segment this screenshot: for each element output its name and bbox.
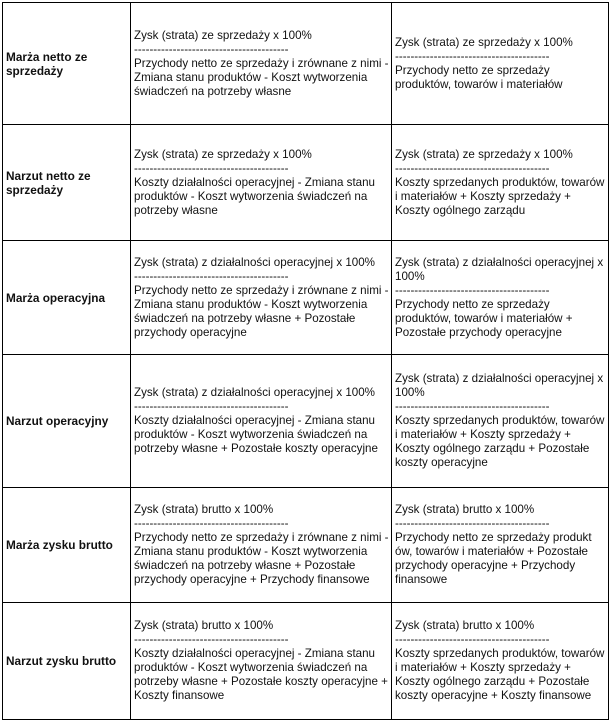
- denominator: Koszty sprzedanych produktów, towarów i materiałów + Koszty sprzedaży + Koszty ogólnego zarządu: [395, 175, 605, 217]
- fraction-separator: ----------------------------------------: [134, 161, 289, 175]
- formula-variant-b: [392, 603, 609, 720]
- denominator: Przychody netto ze sprzedaży i zrównane z nimi - Zmiana stanu produktów - Koszt wytworzenia świadczeń na potrzeby własne + Pozostałe przychody operacyjne + Przychody finansowe: [134, 531, 389, 586]
- fraction-separator: ----------------------------------------: [134, 633, 289, 646]
- fraction-separator: ----------------------------------------: [395, 49, 550, 63]
- fraction-separator: ----------------------------------------: [395, 283, 550, 297]
- numerator: Zysk (strata) ze sprzedaży x 100%: [134, 147, 312, 161]
- formula-variant-b: [392, 241, 609, 355]
- fraction-separator: ----------------------------------------: [395, 400, 550, 413]
- numerator: Zysk (strata) brutto x 100%: [395, 503, 535, 516]
- numerator: Zysk (strata) z działalności operacyjnej x 100%: [134, 255, 375, 269]
- denominator: Przychody netto ze sprzedaży produktów, towarów i materiałów + Pozostałe przychody operacyjne: [395, 297, 573, 339]
- row-label: Narzut operacyjny: [3, 355, 131, 488]
- formula-variant-a: [131, 3, 392, 125]
- fraction-separator: ----------------------------------------: [134, 42, 289, 56]
- fraction-separator: ----------------------------------------: [134, 517, 289, 530]
- fraction-separator: ----------------------------------------: [395, 161, 550, 175]
- formula-variant-b: [392, 488, 609, 603]
- numerator: Zysk (strata) ze sprzedaży x 100%: [395, 147, 573, 161]
- denominator: Przychody netto ze sprzedaży produktów, towarów i materiałów: [395, 63, 563, 91]
- row-label: Marża operacyjna: [3, 241, 131, 355]
- ratios-table: [2, 2, 609, 720]
- formula-variant-b: [392, 355, 609, 488]
- formula-variant-a: [131, 241, 392, 355]
- numerator: Zysk (strata) ze sprzedaży x 100%: [134, 28, 312, 42]
- numerator: Zysk (strata) brutto x 100%: [134, 619, 274, 632]
- formula-variant-a: [131, 603, 392, 720]
- row-label: Narzut netto ze sprzedaży: [3, 125, 131, 241]
- formula-variant-a: [131, 488, 392, 603]
- denominator: Przychody netto ze sprzedaży produkt ów, towarów i materiałów + Pozostałe przychody operacyjne + Przychody finansowe: [395, 531, 592, 586]
- table-row: [3, 241, 609, 355]
- row-label: Marża netto ze sprzedaży: [3, 3, 131, 125]
- row-label: Narzut zysku brutto: [3, 603, 131, 720]
- denominator: Koszty sprzedanych produktów, towarów i materiałów + Koszty sprzedaży + Koszty ogólnego zarządu + Pozostałe koszty operacyjne: [395, 414, 605, 469]
- fraction-separator: ----------------------------------------: [395, 517, 550, 530]
- denominator: Koszty działalności operacyjnej - Zmiana stanu produktów - Koszt wytworzenia świadczeń na potrzeby własne + Pozostałe koszty operacyjne + Koszty finansowe: [134, 647, 388, 702]
- denominator: Koszty sprzedanych produktów, towarów i materiałów + Koszty sprzedaży + Koszty ogólnego zarządu + Pozostałe koszty operacyjne + Koszty finansowe: [395, 647, 605, 702]
- numerator: Zysk (strata) brutto x 100%: [395, 619, 535, 632]
- numerator: Zysk (strata) z działalności operacyjnej x 100%: [395, 372, 604, 399]
- table-row: [3, 488, 609, 603]
- formula-variant-b: [392, 3, 609, 125]
- denominator: Przychody netto ze sprzedaży i zrównane z nimi - Zmiana stanu produktów - Koszt wytworzenia świadczeń na potrzeby własne: [134, 56, 389, 98]
- numerator: Zysk (strata) z działalności operacyjnej x 100%: [134, 386, 375, 399]
- formula-variant-b: [392, 125, 609, 241]
- numerator: Zysk (strata) brutto x 100%: [134, 503, 274, 516]
- fraction-separator: ----------------------------------------: [134, 400, 289, 413]
- formula-variant-a: [131, 125, 392, 241]
- table-row: [3, 355, 609, 488]
- denominator: Koszty działalności operacyjnej - Zmiana stanu produktów - Koszt wytworzenia świadczeń na potrzeby własne: [134, 175, 376, 217]
- denominator: Koszty działalności operacyjnej - Zmiana stanu produktów - Koszt wytworzenia świadczeń na potrzeby własne + Pozostałe koszty operacyjne: [134, 414, 378, 455]
- numerator: Zysk (strata) ze sprzedaży x 100%: [395, 35, 573, 49]
- table-row: [3, 125, 609, 241]
- denominator: Przychody netto ze sprzedaży i zrównane z nimi - Zmiana stanu produktów - Koszt wytworzenia świadczeń na potrzeby własne + Pozostałe przychody operacyjne: [134, 283, 389, 339]
- fraction-separator: ----------------------------------------: [395, 633, 550, 646]
- formula-variant-a: [131, 355, 392, 488]
- table-row: [3, 603, 609, 720]
- row-label: Marża zysku brutto: [3, 488, 131, 603]
- fraction-separator: ----------------------------------------: [134, 269, 289, 283]
- numerator: Zysk (strata) z działalności operacyjnej x 100%: [395, 255, 604, 283]
- table-row: [3, 3, 609, 125]
